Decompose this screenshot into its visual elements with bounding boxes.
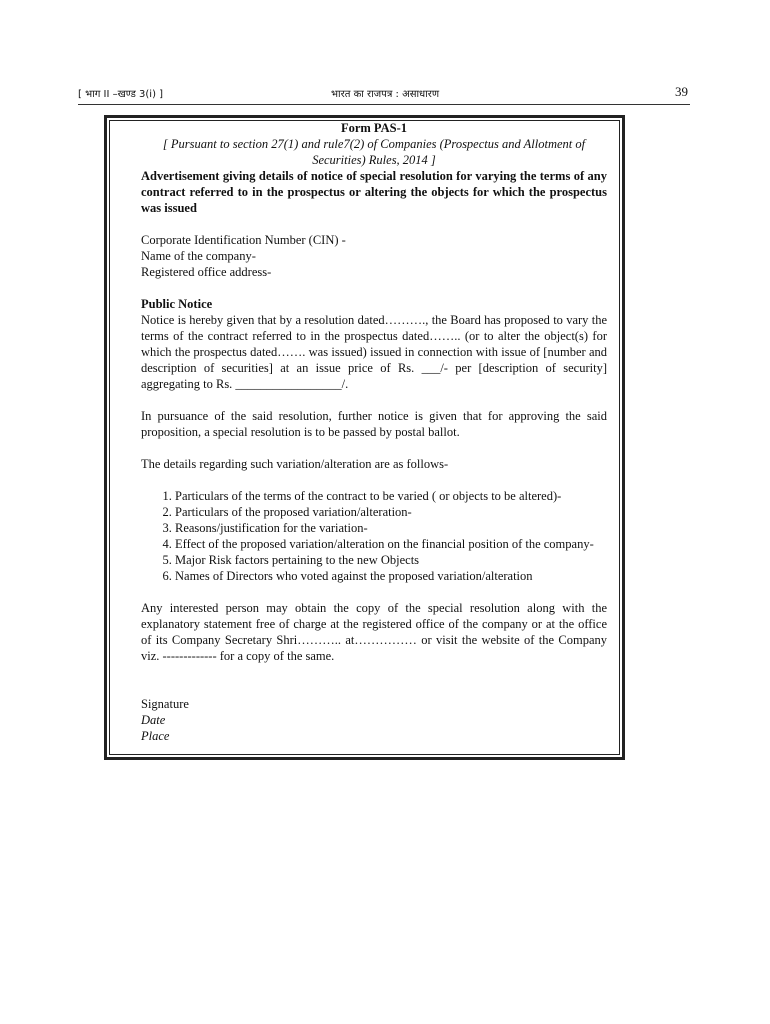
spacer xyxy=(141,440,607,456)
details-intro: The details regarding such variation/alteration are as follows- xyxy=(141,457,449,471)
date-label: Date xyxy=(141,713,166,727)
company-name-line: Name of the company- xyxy=(141,249,256,263)
spacer xyxy=(141,216,607,232)
form-title: Form PAS-1 xyxy=(340,121,408,135)
spacer xyxy=(141,680,607,696)
form-content xyxy=(141,120,607,744)
spacer xyxy=(141,392,607,408)
spacer xyxy=(141,280,607,296)
cin-line: Corporate Identification Number (CIN) - xyxy=(141,233,346,247)
list-item: 5. Major Risk factors pertaining to the new Objects xyxy=(175,552,607,568)
notice-paragraph: Notice is hereby given that by a resolution dated………., the Board has proposed to vary the terms of the contract referred to in the prospectus dated…….. (or to alter the object(s) for which the prospectus dated……. was issued) issued in connection with issue of [number and description of securities] at an issue price of Rs. ___/- per [description of security] aggregating to Rs. _________________/. xyxy=(141,313,607,391)
page-header xyxy=(78,86,690,104)
form-subtitle: [ Pursuant to section 27(1) and rule7(2) of Companies (Prospectus and Allotment of Securities) Rules, 2014 ] xyxy=(162,137,586,167)
header-section-label: [ भाग II –खण्ड 3(i) ] xyxy=(78,89,164,100)
spacer xyxy=(141,664,607,680)
list-item: 4. Effect of the proposed variation/alteration on the financial position of the company- xyxy=(175,536,607,552)
public-notice-heading: Public Notice xyxy=(141,297,213,311)
spacer xyxy=(141,472,607,488)
interested-person-paragraph: Any interested person may obtain the copy of the special resolution along with the explanatory statement free of charge at the registered office of the company or at the office of its Company Secretary Shri……….. at…………… or visit the website of the Company viz. ------------- for a copy of the same. xyxy=(141,601,607,663)
list-item: 1. Particulars of the terms of the contract to be varied ( or objects to be altered)- xyxy=(175,488,607,504)
list-item: 6. Names of Directors who voted against the proposed variation/alteration xyxy=(175,568,607,584)
details-list xyxy=(141,488,607,584)
list-item: 2. Particulars of the proposed variation/alteration- xyxy=(175,504,607,520)
header-divider xyxy=(78,104,690,105)
place-label: Place xyxy=(141,729,170,743)
registered-office-line: Registered office address- xyxy=(141,265,272,279)
form-heading: Advertisement giving details of notice of special resolution for varying the terms of any contract referred to in the prospectus or altering the objects for which the prospectus was issued xyxy=(141,169,607,215)
signature-label: Signature xyxy=(141,697,189,711)
header-gazette-title: भारत का राजपत्र : असाधारण xyxy=(331,89,440,100)
pursuance-paragraph: In pursuance of the said resolution, further notice is given that for approving the said proposition, a special resolution is to be passed by postal ballot. xyxy=(141,409,607,439)
list-item: 3. Reasons/justification for the variation- xyxy=(175,520,607,536)
spacer xyxy=(141,584,607,600)
page-number: 39 xyxy=(675,84,688,99)
